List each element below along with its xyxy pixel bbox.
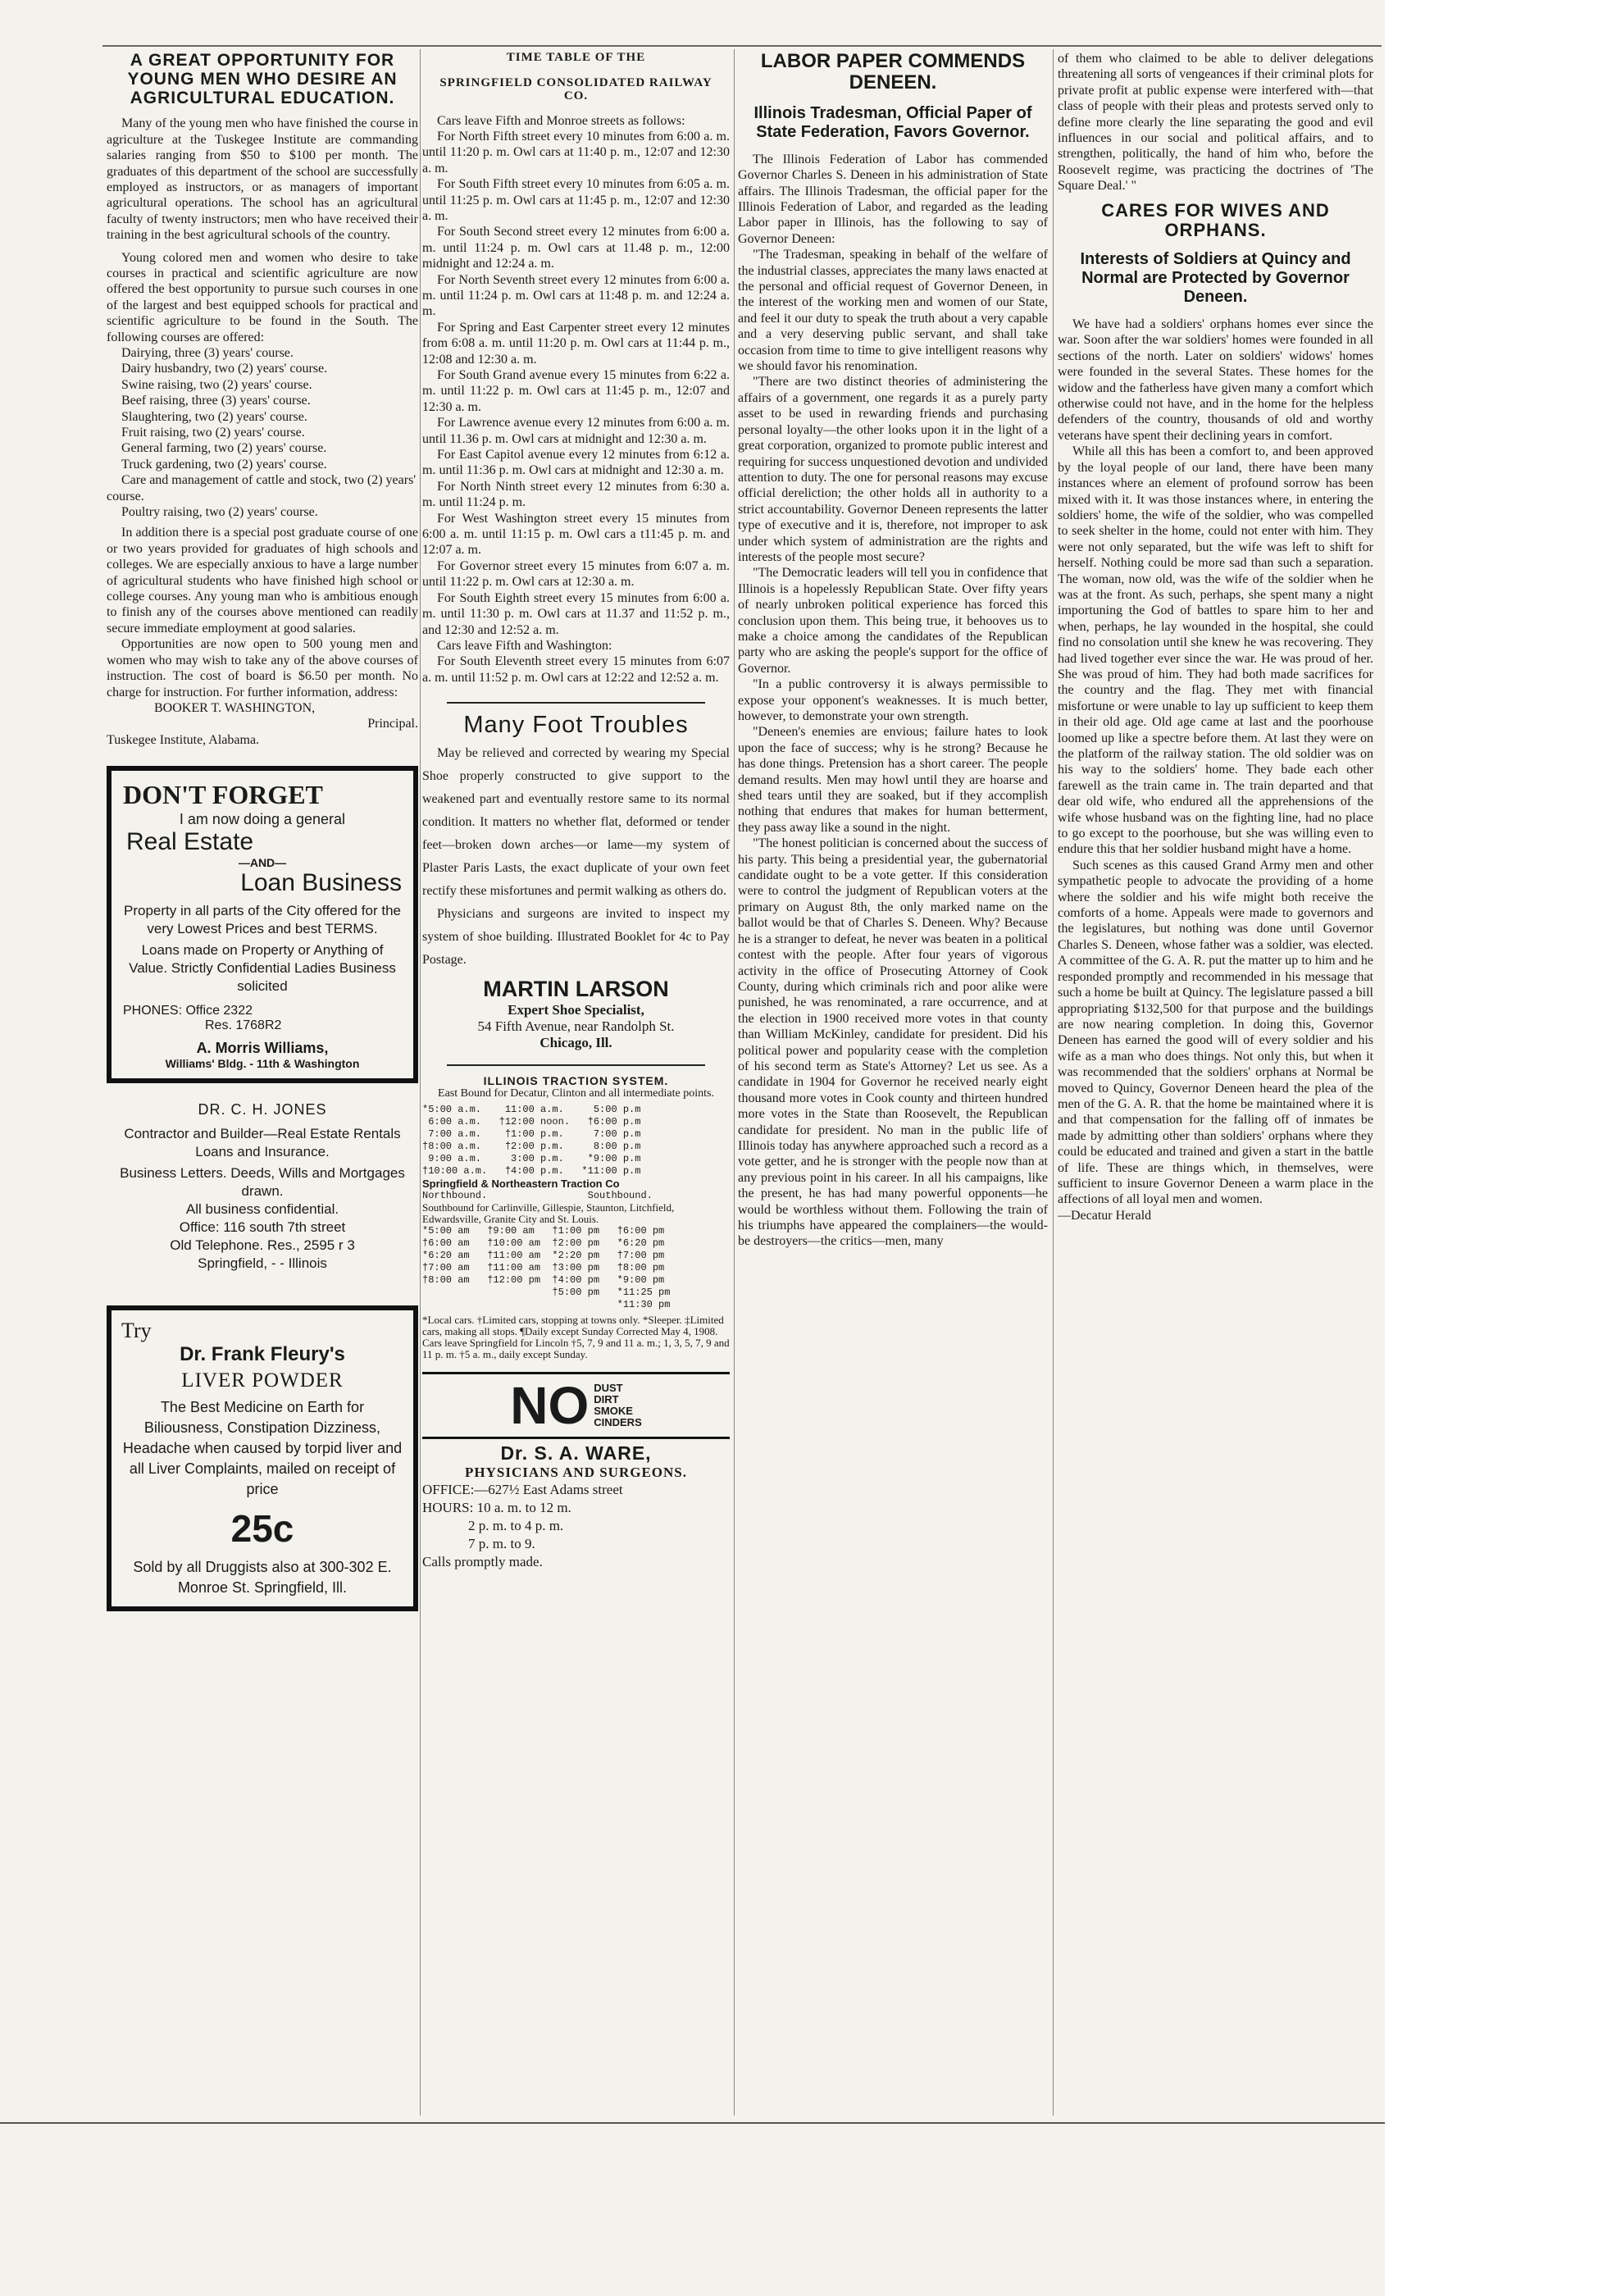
column-1 [107,51,418,1611]
ad-ware-line: Calls promptly made. [422,1554,543,1570]
sng-row: †6:00 am †10:00 am †2:00 pm *6:20 pm [422,1237,665,1250]
sng-row: *11:30 pm [422,1299,671,1311]
ad-no-word: CINDERS [594,1416,642,1429]
course-item: Dairy husbandry, two (2) years' course. [121,362,328,376]
ad-product: LIVER POWDER [181,1369,344,1392]
ad-address: Williams' Bldg. - 11th & Washington [165,1056,360,1070]
timetable-route: For North Seventh street every 12 minutes from 6:00 a. m. until 11:24 p. m. Owl cars at 11:48 p. m. and 12:24 a. m. [422,272,730,319]
ad-ware-line: 2 p. m. to 4 p. m. [468,1518,564,1534]
ad-line: Try [121,1318,152,1342]
signer-place: Tuskegee Institute, Alabama. [107,732,260,747]
sng-notes: *Local cars. †Limited cars, stopping at towns only. *Sleeper. ‡Limited cars, making all stops. ¶Daily except Sunday Corrected May 4, 1908. Cars leave Springfield for Lincoln †5, 7, 9 and 11 a. m.; 1, 3, 5, 7, 9 and 11 p. m. †5 a. m., daily except Sunday. [422,1314,730,1361]
ad-price: 25c [230,1506,294,1550]
ad-ware-line: OFFICE:—627½ East Adams street [422,1482,623,1498]
course-item: Swine raising, two (2) years' course. [121,377,312,392]
timetable-route: For South Second street every 12 minutes from 6:00 a. m. until 11:24 p. m. Owl cars at 11.48 p. m., 12:00 midnight and 12:24 a. m. [422,225,730,271]
ad-liver-powder [107,1305,418,1611]
timetable-route: For Spring and East Carpenter street every 12 minutes from 6:08 a. m. until 11:20 p. m. Owl cars at 11:44 p. m., 12:08 and 12:30 a. m. [422,320,730,367]
ad-foot-name: MARTIN LARSON [483,977,669,1002]
traction-row: 9:00 a.m. 3:00 p.m. *9:00 p.m [422,1153,641,1165]
course-item: Fruit raising, two (2) years' course. [121,426,305,440]
ad-body: The Best Medicine on Earth for Biliousness, Constipation Dizziness, Headache when caused by torpid liver and all Liver Complaints, mailed on receipt of price [122,1398,403,1497]
ad-line: Loans made on Property or Anything of Value. Strictly Confidential Ladies Business solicited [129,941,396,994]
headline-agriculture: A GREAT OPPORTUNITY FOR YOUNG MEN WHO DESIRE AN AGRICULTURAL EDUCATION. [127,51,398,108]
sng-row: †8:00 am †12:00 pm †4:00 pm *9:00 pm [422,1274,665,1287]
ad-name: A. Morris Williams, [196,1039,329,1056]
article-paragraph: "There are two distinct theories of administering the affairs of a government, one regards it as a purely party asset to be used in rewarding friends and purchasing personal loyalty—the other looks upon it in the light of a great corporation, organized to promote public interest and requiring for success unquestioned devotion and undivided attention to duty. The one for personal reasons may excuse official dereliction; the other holds all in authority to a strict accountability. Governor Deneen represents the latter type of executive and it is, therefore, not improper to ask under which system of administration are the rights and interests of the people most secure? [738,375,1048,564]
ad-phone: PHONES: Office 2322 [123,1003,253,1018]
article-paragraph: In addition there is a special post graduate course of one or two years provided for graduates of high schools and colleges. We are especially anxious to have a large number of agricultural students who have finished high school or college courses. Any young man who is ambitious enough to finish any of the courses above mentioned can readily secure immediate employment at good salaries. [107,526,418,636]
ad-phone: Res. 1768R2 [205,1018,282,1032]
course-item: Dairying, three (3) years' course. [121,345,294,360]
column-rule [420,49,421,2116]
article-paragraph: Many of the young men who have finished the course in agriculture at the Tuskegee Institute are commanding salaries ranging from $50 to $100 per month. The graduates of this department of the school are successfully employed as instructors, or as managers of important agricultural operations. The school has an agricultural faculty of twenty instructors; men who have received their training in the best agricultural schools of the country. [107,116,418,243]
ad-foot-body: May be relieved and corrected by wearing my Special Shoe properly constructed to give support to the weakened part and eventually restore same to its normal condition. It matters no whether flat, deformed or tender feet—broken down arches—or lame—my system of Plaster Paris Lasts, the exact duplicate of your own feet rectify these misfortunes and permit walking as others do. [422,746,730,899]
signer-name: BOOKER T. WASHINGTON, [154,700,316,715]
article-paragraph: "The honest politician is concerned about the success of his party. This being a presidential year, the gubernatorial candidate ought to be a vote getter. If this consideration were to control the judgment of Republican voters at the primary on August 8th, the only marked name on the ballot would be that of Charles S. Deneen. Why? Because he is a stranger to defeat, he never was beaten in a political contest with the people. After four years of vigorous activity in the office of Prosecuting Attorney of Cook County, during which criminals rich and poor alike were punished, he was renominated, a rare occurrence, and at the election in 1900 received more votes in that county than William McKinley, candidate for president. Did his political power and popularity cease with the completion of his second term as State's Attorney? Let us see. As a candidate in 1904 for Governor he received nearly eight thousand more votes in Cook county and thirteen hundred more votes in the State than Roosevelt, the Republican candidate for president. No man in the public life of Illinois today has anywhere approached such a record as a vote getter, and he is stronger with the people now than at any previous point in his career. In all his campaigns, like the present, he has had many powerful opponents—he would be worthless without them. Following the train of his triumphs have appeared the complainers—the would-be destroyers—the critics—men, many [738,836,1048,1249]
sng-row: †5:00 pm *11:25 pm [422,1287,671,1299]
ad-no-word: SMOKE [594,1405,633,1418]
article-continuation: of them who claimed to be able to deliver delegations threatening all sorts of vengeances if their criminal plots for private profit at public expense were interfered with—that class of people with their pleas and protests served only to define more clearly the line separating the good and evil influences in our social and political affairs, and to strengthen, politically, the hand of him who, before the Roosevelt regime, was practicing the doctrines of 'The Square Deal.' " [1058,52,1373,194]
course-item: Care and management of cattle and stock, two (2) years' course. [107,473,417,503]
top-rule [102,45,1382,47]
ad-line: Contractor and Builder—Real Estate Rentals Loans and Insurance. [124,1125,401,1159]
ad-line: Old Telephone. Res., 2595 r 3 [170,1237,355,1253]
traction-row: †10:00 a.m. †4:00 p.m. *11:00 p.m [422,1165,641,1178]
subhead-labor: Illinois Tradesman, Official Paper of State Federation, Favors Governor. [753,103,1032,141]
timetable-route: For East Capitol avenue every 12 minutes from 6:12 a. m. until 11:36 p. m. Owl cars at midnight and 12:30 a. m. [422,448,730,478]
ad-no-word: DUST [594,1382,623,1395]
traction-sub: East Bound for Decatur, Clinton and all intermediate points. [438,1087,714,1100]
ad-foot-body: Physicians and surgeons are invited to inspect my system of shoe building. Illustrated Booklet for 4c to Pay Postage. [422,907,730,968]
traction-row: 6:00 a.m. †12:00 noon. †6:00 p.m [422,1116,641,1128]
ad-line: I am now doing a general [179,810,346,827]
ad-line: Springfield, - - Illinois [198,1255,327,1271]
course-item: Poultry raising, two (2) years' course. [121,505,318,520]
ad-ware-name: Dr. S. A. WARE, [500,1442,652,1465]
course-item: Slaughtering, two (2) years' course. [121,409,307,424]
article-source: —Decatur Herald [1058,1208,1152,1223]
ad-real-estate [107,766,418,1082]
headline-labor: LABOR PAPER COMMENDS DENEEN. [760,51,1026,94]
ad-line: Office: 116 south 7th street [179,1219,346,1235]
page-margin [1385,0,1598,2296]
ad-ware-title: PHYSICIANS AND SURGEONS. [464,1465,688,1481]
ad-title: DR. C. H. JONES [198,1100,327,1118]
timetable-intro: Cars leave Fifth and Monroe streets as follows: [437,113,685,128]
article-paragraph: Opportunities are now open to 500 young men and women who may wish to take any of the above courses of instruction. The cost of board is $6.50 per month. No charge for instruction. For further information, address: [107,637,418,699]
article-paragraph: "Deneen's enemies are envious; failure hates to look upon the face of success; why is he strong? Because he has done things. Pretension has a short career. The people demand results. Men may howl until they are hoarse and shed tears until they are soaked, but if they accomplish nothing that endures that makes for human betterment, they pass away like a sound in the night. [738,725,1048,835]
ad-ware-line: 7 p. m. to 9. [468,1536,535,1552]
sng-title: Springfield & Northeastern Traction Co [422,1178,620,1191]
article-paragraph: We have had a soldiers' orphans homes ever since the war. Soon after the war soldiers' homes were founded in all sections of the north. Later on soldiers' widows' homes were founded in the several States. These homes for the widow and the fatherless have given many a comfort which otherwise could not have, and in the home for the helpless defenders of the country, thousands of old and worthy veterans have spent their declining years in comfort. [1058,317,1373,443]
article-paragraph: Young colored men and women who desire to take courses in practical and scientific agriculture are now offered the best opportunity to pursue such courses in one of the largest and best equipped schools for practical and scientific agriculture to be found in the South. The following courses are offered: [107,250,418,344]
traction-row: †8:00 a.m. †2:00 p.m. 8:00 p.m [422,1141,641,1153]
course-item: General farming, two (2) years' course. [121,441,327,456]
ad-jones [107,1101,418,1273]
timetable-route: For Lawrence avenue every 12 minutes from 6:00 a. m. until 11.36 p. m. Owl cars at midnight and 12:30 a. m. [422,416,730,446]
timetable-route: For South Eleventh street every 15 minutes from 6:07 a. m. until 11:52 p. m. Owl cars at 12:22 and 12:52 a. m. [422,654,730,685]
sng-row: *5:00 am †9:00 am †1:00 pm †6:00 pm [422,1225,665,1237]
timetable-route: Cars leave Fifth and Washington: [437,638,612,653]
traction-row: 7:00 a.m. †1:00 p.m. 7:00 p.m [422,1128,641,1141]
timetable-route: For South Eighth street every 15 minutes from 6:00 a. m. until 11:30 p. m. Owl cars at 11.37 and 11:52 p. m., and 12:30 and 12:52 a. m. [422,590,730,637]
timetable-title: TIME TABLE OF THE [506,51,646,64]
sng-row: †7:00 am †11:00 am †3:00 pm †8:00 pm [422,1262,665,1274]
timetable-route: For Governor street every 15 minutes from 6:07 a. m. until 11:22 p. m. Owl cars at 12:30 a. m. [422,558,730,590]
ad-no-word: DIRT [594,1393,619,1406]
ad-foot-line: 54 Fifth Avenue, near Randolph St. [477,1018,675,1035]
ad-title: DON'T FORGET [123,780,323,810]
ad-line: Property in all parts of the City offered for the very Lowest Prices and best TERMS. [124,902,401,936]
column-rule [734,49,735,2116]
ad-title: Dr. Frank Fleury's [180,1342,345,1365]
timetable-route: For North Fifth street every 10 minutes from 6:00 a. m. until 11:20 p. m. Owl cars at 11:40 p. m., 12:07 and 12:30 a. m. [422,129,730,175]
subhead-orphans: Interests of Soldiers at Quincy and Normal are Protected by Governor Deneen. [1080,250,1351,307]
article-paragraph: While all this has been a comfort to, and been approved by the loyal people of our land, there have been many instances where an element of profound sorrow has been mixed with it. It was those instances where, in entering the soldiers' home, the wife of the soldier, who was compelled to seek shelter in the home, could not enter with him. They were not only separated, but the wife was left to shift for herself. Nothing could be more sad than such a separation. The woman, now old, was the wife of the soldier when he was at the front. As such, perhaps, she spent many a night importuning the God of battles to spare him to her and when, perhaps, he lay wounded in the hospital, she could find no consolation until she knew he was recovering. They had lived together ever since the war. He was proud of her. She was proud of him. They had both made sacrifices for the country and the flag. They met with financial misfortune or were unable to lay up sufficient to keep them in their old age. Old age came at last and the poorhouse loomed up like a spectre before them. At last they were on the platform of the railway station. The old soldier was on his way to the soldiers' home. They bade each other farewell as the train came in. The train departed and that dear old wife, who endured all the apprehensions of the wife whose husband was on the fighting line, had no place to go except to the poorhouse, but she was willing even to endure this that her soldier husband might have a home. [1058,444,1373,857]
column-rule [1053,49,1054,2116]
headline-orphans: CARES FOR WIVES AND ORPHANS. [1101,199,1330,240]
ad-foot-title: Many Foot Troubles [463,712,689,739]
timetable-route: For North Ninth street every 12 minutes from 6:30 a. m. until 11:24 p. m. [422,479,730,510]
ad-ware-line: HOURS: 10 a. m. to 12 m. [422,1500,571,1516]
sng-heads: Northbound. Southbound. [422,1190,653,1202]
column-4 [1058,51,1373,1223]
ad-foot-line: Expert Shoe Specialist, [508,1002,644,1018]
column-2 [422,51,730,1571]
course-item: Truck gardening, two (2) years' course. [121,457,327,472]
article-paragraph: The Illinois Federation of Labor has commended Governor Charles S. Deneen in his administration of State affairs. The Illinois Tradesman, the official paper for the Illinois Federation of Labor, and regarded as the leading Labor paper in Illinois, has the following to say of Governor Deneen: [738,152,1048,246]
ad-line: Real Estate [126,827,254,855]
article-paragraph: "The Democratic leaders will tell you in confidence that Illinois is a hopelessly Republican State. Over fifty years of nearly unbroken political experience has forced this conclusion upon them. This being true, it behooves us to make a choice among the candidates of the Republican party who are asking the people's support for the office of Governor. [738,566,1048,676]
ad-no-dust [422,1372,730,1436]
ad-body: Sold by all Druggists also at 300-302 E. Monroe St. Springfield, Ill. [133,1558,392,1596]
course-item: Beef raising, three (3) years' course. [121,394,311,408]
column-3 [738,51,1048,1250]
article-paragraph: "In a public controversy it is always permissible to expose your opponent's weaknesses. It is much better, however, to demonstrate your own strength. [738,677,1048,723]
timetable-route: For West Washington street every 15 minutes from 6:00 a. m. until 11:15 p. m. Owl cars a t11:45 p. m. and 12:07 a. m. [422,511,730,558]
timetable-route: For South Grand avenue every 15 minutes from 6:22 a. m. until 11:22 p. m. Owl cars at 11:45 p. m., 12:07 and 12:30 a. m. [422,368,730,414]
traction-row: *5:00 a.m. 11:00 a.m. 5:00 p.m [422,1104,641,1116]
ad-line: Business Letters. Deeds, Wills and Mortgages drawn. [120,1164,405,1199]
article-paragraph: Such scenes as this caused Grand Army men and other sympathetic people to advocate the providing of a home where the soldier and his wife might both receive the comforts of a home. Appeals were made to governors and the legislatures, but nothing was done until Governor Charles S. Deneen, whose father was a soldier, was elected. A committee of the G. A. R. put the matter up to him and he responded promptly and recommended in his message that such a home be built at Quincy. The legislature passed a bill appropriating $132,500 for that purpose and the buildings are now nearing completion. In doing this, Governor Deneen has earned the good will of every soldier and his wife as a man who does things. Not only this, but when it was recommended that the soldiers' orphans at Normal be moved to Quincy, Governor Deneen heard the plea of the men of the G. A. R. that the home be maintained where it is and that compensation for the falling off of inmates be made by admitting other than soldiers' orphans where they could be educated and trained and given a start in the battle of life. These are things which, in themselves, were sufficient to insure Governor Deneen a warm place in the affections of all loyal men and women. [1058,858,1373,1207]
ad-line: All business confidential. [185,1200,339,1217]
sng-row: *6:20 am †11:00 am *2:20 pm †7:00 pm [422,1250,665,1262]
article-paragraph: "The Tradesman, speaking in behalf of the welfare of the industrial classes, appreciates the many laws enacted at the personal and official request of Governor Deneen, in the interest of the working men and women of our State, and feel it our duty to speak the truth about a very capable and a very deserving public servant, and shall take occasion from time to time to give intelligent reasons why we should favor his renomination. [738,248,1048,374]
sng-sub: Southbound for Carlinville, Gillespie, Staunton, Litchfield, Edwardsville, Granite City and St. Louis. [422,1201,675,1226]
timetable-title: SPRINGFIELD CONSOLIDATED RAILWAY CO. [439,75,712,102]
bottom-rule [0,2122,1598,2124]
traction-title: ILLINOIS TRACTION SYSTEM. [483,1074,669,1088]
ad-foot-line: Chicago, Ill. [539,1035,612,1051]
ad-line: Loan Business [240,868,402,896]
ad-line: —AND— [238,855,287,869]
signer-title: Principal. [367,717,418,731]
ad-no-big: NO [510,1376,590,1436]
timetable-route: For South Fifth street every 10 minutes from 6:05 a. m. until 11:25 p. m. Owl cars at 11:45 p. m., 12:07 and 12:30 a. m. [422,177,730,223]
